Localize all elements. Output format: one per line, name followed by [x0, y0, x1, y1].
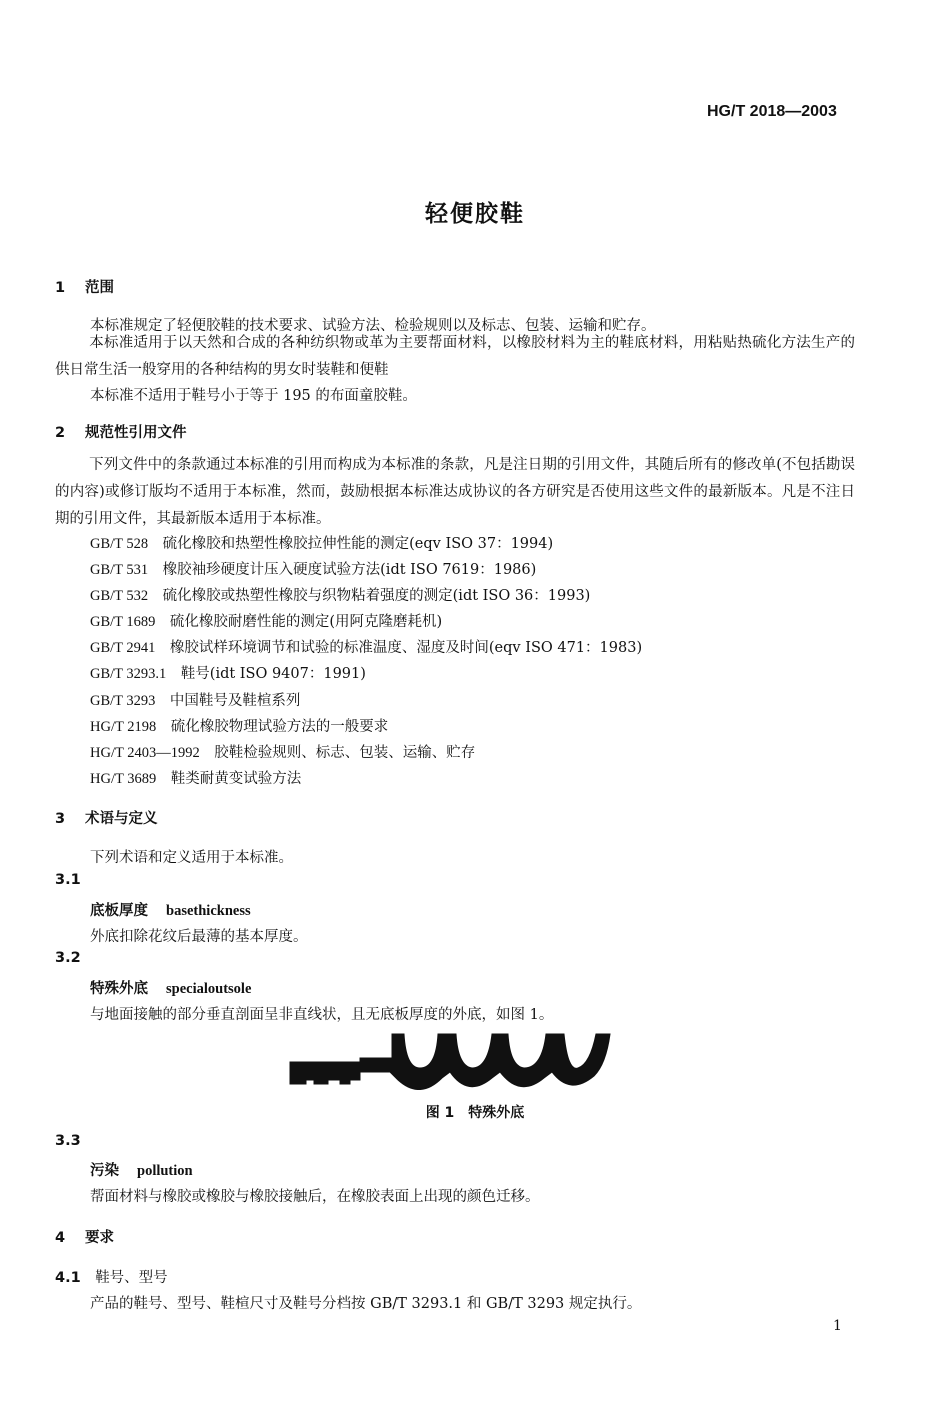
paragraph: 产品的鞋号、型号、鞋楦尺寸及鞋号分档按 GB/T 3293.1 和 GB/T 3293 规定执行。 — [90, 1296, 642, 1312]
section-title: 规范性引用文件 — [85, 425, 187, 441]
reference-code: GB/T 528 — [90, 536, 149, 552]
reference-title: 中国鞋号及鞋楦系列 — [169, 693, 301, 709]
reference-code: HG/T 3689 — [90, 771, 157, 787]
term-definition: 帮面材料与橡胶或橡胶与橡胶接触后，在橡胶表面上出现的颜色迁移。 — [90, 1189, 540, 1205]
section-3-heading — [55, 807, 158, 828]
term-chinese: 特殊外底 — [90, 981, 148, 997]
paragraph — [55, 330, 855, 384]
reference-item — [90, 689, 300, 710]
term-heading — [90, 977, 251, 998]
section-title: 范围 — [85, 280, 114, 296]
term-number: 3.2 — [55, 950, 81, 966]
reference-title: 橡胶试样环境调节和试验的标准温度、湿度及时间(eqv ISO 471：1983) — [169, 640, 643, 656]
reference-title: 橡胶袖珍硬度计压入硬度试验方法(idt ISO 7619：1986) — [162, 562, 537, 578]
section-number: 3 — [55, 811, 66, 827]
term-heading — [90, 1159, 193, 1180]
standard-number: HG/T 2018—2003 — [707, 103, 837, 120]
reference-item — [90, 662, 366, 683]
reference-title: 胶鞋检验规则、标志、包装、运输、贮存 — [214, 745, 476, 761]
reference-title: 硫化橡胶耐磨性能的测定(用阿克隆磨耗机) — [169, 614, 443, 630]
reference-item — [90, 532, 553, 553]
section-2-heading — [55, 421, 187, 442]
reference-item — [90, 741, 475, 762]
reference-code: GB/T 3293.1 — [90, 666, 167, 682]
term-number: 3.1 — [55, 872, 81, 888]
reference-title: 鞋类耐黄变试验方法 — [170, 771, 302, 787]
term-definition: 与地面接触的部分垂直剖面呈非直线状，且无底板厚度的外底，如图 1。 — [90, 1007, 554, 1023]
section-number: 4 — [55, 1230, 66, 1246]
section-title: 要求 — [85, 1230, 114, 1246]
section-1-heading — [55, 276, 114, 297]
term-heading — [90, 899, 251, 920]
special-outsole-figure — [288, 1028, 618, 1090]
reference-code: HG/T 2198 — [90, 719, 157, 735]
term-english: pollution — [137, 1163, 193, 1179]
page-number: 1 — [833, 1318, 842, 1334]
outsole-profile — [290, 1034, 610, 1090]
section-4-heading — [55, 1226, 114, 1247]
subsection-number: 4.1 — [55, 1270, 81, 1286]
reference-title: 硫化橡胶物理试验方法的一般要求 — [170, 719, 389, 735]
reference-code: GB/T 2941 — [90, 640, 156, 656]
reference-code: HG/T 2403—1992 — [90, 745, 200, 761]
term-definition: 外底扣除花纹后最薄的基本厚度。 — [90, 929, 308, 945]
paragraph: 本标准不适用于鞋号小于等于 195 的布面童胶鞋。 — [90, 388, 417, 404]
paragraph-text: 本标准适用于以天然和合成的各种纺织物或革为主要帮面材料，以橡胶材料为主的鞋底材料，用粘贴热硫化方法生产的供日常生活一般穿用的各种结构的男女时装鞋和便鞋 — [55, 335, 855, 378]
subsection-title: 鞋号、型号 — [95, 1270, 168, 1286]
section-number: 1 — [55, 280, 66, 296]
paragraph: 本标准规定了轻便胶鞋的技术要求、试验方法、检验规则以及标志、包装、运输和贮存。 — [90, 318, 656, 334]
term-chinese: 污染 — [90, 1163, 119, 1179]
section-title: 术语与定义 — [85, 811, 158, 827]
term-chinese: 底板厚度 — [90, 903, 148, 919]
paragraph-text: 下列文件中的条款通过本标准的引用而构成为本标准的条款，凡是注日期的引用文件，其随后所有的修改单(不包括勘误的内容)或修订版均不适用于本标准，然而，鼓励根据本标准达成协议的各方研究是否使用这些文件的最新版本。凡是不注日期的引用文件，其最新版本适用于本标准。 — [55, 457, 855, 527]
reference-title: 硫化橡胶或热塑性橡胶与织物粘着强度的测定(idt ISO 36：1993) — [162, 588, 591, 604]
figure-caption: 图 1 特殊外底 — [425, 1105, 525, 1121]
reference-item — [90, 767, 301, 788]
paragraph: 下列术语和定义适用于本标准。 — [90, 850, 293, 866]
reference-item — [90, 636, 642, 657]
reference-title: 鞋号(idt ISO 9407：1991) — [180, 666, 366, 682]
term-number: 3.3 — [55, 1133, 81, 1149]
paragraph — [55, 452, 855, 533]
section-number: 2 — [55, 425, 66, 441]
subsection-heading — [55, 1266, 168, 1287]
reference-item — [90, 584, 590, 605]
reference-code: GB/T 1689 — [90, 614, 156, 630]
reference-code: GB/T 531 — [90, 562, 149, 578]
page-title: 轻便胶鞋 — [425, 201, 525, 227]
reference-title: 硫化橡胶和热塑性橡胶拉伸性能的测定(eqv ISO 37：1994) — [162, 536, 554, 552]
reference-code: GB/T 532 — [90, 588, 149, 604]
reference-item — [90, 715, 388, 736]
term-english: specialoutsole — [166, 981, 252, 997]
reference-item — [90, 558, 536, 579]
reference-code: GB/T 3293 — [90, 693, 156, 709]
reference-item — [90, 610, 442, 631]
term-english: basethickness — [166, 903, 251, 919]
